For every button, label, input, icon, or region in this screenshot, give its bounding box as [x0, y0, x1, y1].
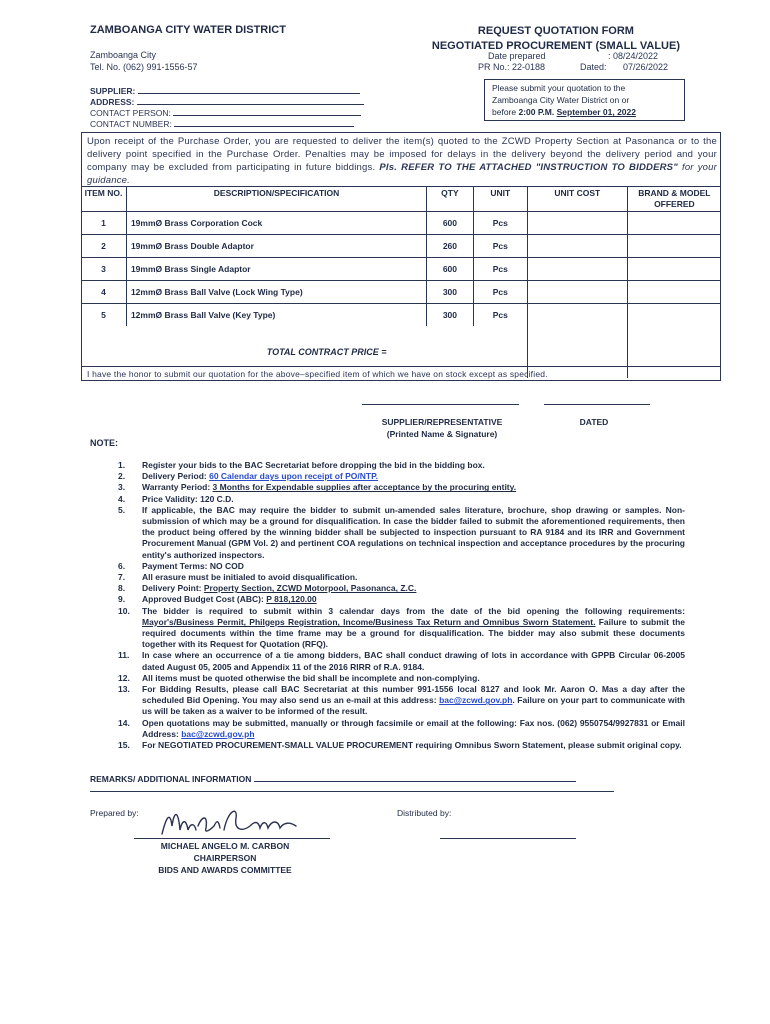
note-13-post: . Failure on your part to communicate with us will be taken as a waiver to be informed of the result.	[142, 695, 685, 717]
note-2-label: Delivery Period:	[142, 471, 210, 482]
contact-person-blank[interactable]	[173, 107, 361, 116]
row-unit-cost-cell[interactable]	[527, 304, 627, 327]
row-item-no: 5	[81, 304, 126, 327]
row-unit: Pcs	[473, 212, 527, 235]
header-unit-cost: UNIT COST	[527, 187, 627, 212]
row-description: 12mmØ Brass Ball Valve (Key Type)	[126, 304, 426, 327]
header-qty: QTY	[427, 187, 474, 212]
row-description: 12mmØ Brass Ball Valve (Lock Wing Type)	[126, 281, 426, 304]
header-brand-model: BRAND & MODEL OFFERED	[627, 187, 721, 212]
intro-tail: for your guidance.	[87, 162, 718, 186]
supplier-blank[interactable]	[138, 85, 360, 94]
dated-signature-line[interactable]	[544, 404, 650, 405]
list-item: 4. Price Validity: 120 C.D.	[118, 494, 685, 505]
remarks-field[interactable]	[90, 773, 576, 784]
row-description: 19mmØ Brass Double Adaptor	[126, 235, 426, 258]
items-table	[81, 186, 721, 378]
row-unit-cost-cell[interactable]	[527, 212, 627, 235]
list-item: 2. Delivery Period: 60 Calendar days upon receipt of PO/NTP.	[118, 471, 379, 482]
address-label: ADDRESS:	[90, 97, 135, 107]
row-item-no: 3	[81, 258, 126, 281]
row-item-no: 1	[81, 212, 126, 235]
row-unit: Pcs	[473, 258, 527, 281]
row-unit: Pcs	[473, 235, 527, 258]
contact-number-field[interactable]	[90, 118, 354, 129]
list-item: 7. All erasure must be initialed to avoid disqualification.	[118, 572, 685, 583]
table-row	[81, 235, 721, 258]
pr-number: PR No.: 22-0188	[478, 62, 546, 72]
total-brand-cell	[627, 326, 721, 378]
contact-person-field[interactable]	[90, 107, 361, 118]
header-item-no: ITEM NO.	[81, 187, 126, 212]
note-4: Price Validity: 120 C.D.	[142, 493, 234, 504]
intro-text: Upon receipt of the Purchase Order, you are requested to deliver the item(s) quoted to the ZCWD Property Section at Pasonanca or to the delivery point specified in the Purchase Order. Penalties may be imposed for delays in the delivery beyond the delivery period and your company may be excluded from participating in future biddings.	[87, 136, 717, 173]
note-6: Payment Terms: NO COD	[142, 560, 244, 571]
row-qty: 300	[427, 304, 474, 327]
signatory-committee: BIDS AND AWARDS COMMITTEE	[158, 865, 292, 875]
note-7: All erasure must be initialed to avoid disqualification.	[142, 572, 358, 583]
note-label: NOTE:	[90, 438, 118, 448]
list-item: 9. Approved Budget Cost (ABC): P 818,120.00	[118, 594, 317, 605]
header-unit: UNIT	[473, 187, 527, 212]
note-2-link[interactable]: 60 Calendar days upon receipt of PO/NTP.	[209, 471, 379, 482]
list-item: 10. The bidder is required to submit within 3 calendar days from the date of the bid opening the following requirements: Mayor's/Business Permit, Philgeps Registration, Income/Business Tax Return and Omnibus Sworn Statement. Failure to submit the required documents within the time frame may be a ground for disqualification. The bidder may also submit these documents together with its Request for Quotation (RFQ).	[118, 605, 686, 650]
table-row	[81, 281, 721, 304]
row-unit-cost-cell[interactable]	[527, 258, 627, 281]
form-title: REQUEST QUOTATION FORM	[477, 25, 634, 37]
contact-number-label: CONTACT NUMBER:	[90, 119, 172, 129]
header-description: DESCRIPTION/SPECIFICATION	[126, 187, 426, 212]
row-unit-cost-cell[interactable]	[527, 235, 627, 258]
form-subtitle: NEGOTIATED PROCUREMENT (SMALL VALUE)	[431, 40, 680, 52]
honor-statement: I have the honor to submit our quotation for the above–specified item of which we have on stock except as specified.	[87, 369, 548, 379]
list-item: 3. Warranty Period: 3 Months for Expendable supplies after acceptance by the procuring entity.	[118, 482, 517, 493]
row-unit-cost-cell[interactable]	[527, 281, 627, 304]
remarks-blank[interactable]	[254, 773, 576, 782]
list-item: 1. Register your bids to the BAC Secretariat before dropping the bid in the bidding box.	[118, 460, 685, 471]
signatory-block	[120, 840, 330, 876]
note-14-pre: Open quotations may be submitted, manually or through facsimile or email at the following: Fax nos. (062) 9550754/9927831 or Email Address:	[142, 717, 685, 739]
list-item: 6. Payment Terms: NO COD	[118, 561, 685, 572]
note-10-pre: The bidder is required to submit within 3 calendar days from the date of the bid opening the following requirements:	[142, 605, 685, 616]
contact-person-label: CONTACT PERSON:	[90, 108, 171, 118]
submission-notice	[484, 79, 685, 121]
note-8-label: Delivery Point:	[142, 583, 204, 594]
supplier-label: SUPPLIER:	[90, 86, 136, 96]
notice-line-1: Please submit your quotation to the	[492, 83, 626, 93]
date-prepared-label: Date prepared	[488, 51, 546, 61]
note-9-value: P 818,120.00	[266, 594, 317, 605]
row-brand-cell[interactable]	[627, 281, 721, 304]
list-item: 11. In case where an occurrence of a tie among bidders, BAC shall conduct drawing of lots in accordance with GPPB Circular 06-2005 dated August 05, 2005 and Appendix 11 of the 2016 RIRR of R.A. 9184.	[118, 650, 685, 672]
supplier-rep-label: SUPPLIER/REPRESENTATIVE	[381, 417, 503, 427]
row-qty: 600	[427, 258, 474, 281]
dated-label: Dated:	[580, 62, 607, 72]
signatory-name: MICHAEL ANGELO M. CARBON	[160, 841, 290, 851]
list-item: 5. If applicable, the BAC may require the bidder to submit un-amended sales literature, brochure, shop drawing or samples. Non-submission of which may be a ground for disqualification. In case the bidder failed to submit the aforementioned requirements, then the product being offered by the winning bidder shall be subjected to inspection pursuant to RA 9184 and its IRR and Government Procurement Manual (GPM Vol. 2) and pertinent COA regulations on technical inspection and acceptance procedures by the procuring entity's authorized inspectors.	[118, 504, 685, 560]
telephone: Tel. No. (062) 991-1556-57	[90, 62, 198, 72]
notice-date: September 01, 2022	[556, 107, 636, 117]
note-14-email-link[interactable]: bac@zcwd.gov.ph	[181, 728, 255, 739]
note-5: If applicable, the BAC may require the bidder to submit un-amended sales literature, brochure, shop drawing or samples. Non-submission of which may be a ground for disqualification. In case the bidder failed to submit the aforementioned requirements, then the product being offered by the winning bidder shall be subjected to inspection pursuant to RA 9184 and its IRR and Government Procurement Manual (GPM Vol. 2) and pertinent COA regulations on technical inspection and acceptance procedures by the procuring entity's authorized inspectors.	[142, 504, 685, 560]
list-item: 15. For NEGOTIATED PROCUREMENT-SMALL VALUE PROCUREMENT requiring Omnibus Sworn Statement, please submit original copy.	[118, 740, 685, 751]
note-10-post: Failure to submit the required documents within the time frame may be a ground for disqualification. The bidder may also submit these documents together with its Request for Quotation (RFQ).	[142, 616, 686, 650]
row-description: 19mmØ Brass Corporation Cock	[126, 212, 426, 235]
address-field[interactable]	[90, 96, 364, 107]
row-unit: Pcs	[473, 304, 527, 327]
address-blank[interactable]	[137, 96, 364, 105]
note-11: In case where an occurrence of a tie among bidders, BAC shall conduct drawing of lots in accordance with GPPB Circular 06-2005 dated August 05, 2005 and Appendix 11 of the 2016 RIRR of R.A. 9184.	[142, 650, 685, 672]
notice-line-2: Zamboanga City Water District on or	[492, 95, 630, 105]
org-name: ZAMBOANGA CITY WATER DISTRICT	[90, 24, 286, 36]
note-10-requirements: Mayor's/Business Permit, Philgeps Registration, Income/Business Tax Return and Omnibus Sworn Statement.	[142, 616, 596, 627]
row-qty: 600	[427, 212, 474, 235]
intro-paragraph	[87, 135, 717, 187]
note-8-value: Property Section, ZCWD Motorpool, Pasonanca, Z.C.	[203, 583, 417, 594]
note-13-pre: For Bidding Results, please call BAC Secretariat at this number 991-1556 local 8127 and look Mr. Aaron O. Mas a day after the scheduled Bid Opening. You may also send us an e-mail at this address:	[142, 684, 685, 706]
table-row	[81, 212, 721, 235]
remarks-label: REMARKS/ ADDITIONAL INFORMATION	[90, 774, 252, 784]
supplier-rep-block	[362, 416, 522, 440]
note-9-label: Approved Budget Cost (ABC):	[142, 594, 267, 605]
table-header-row	[81, 187, 721, 212]
prepared-by-label: Prepared by:	[90, 808, 139, 818]
signatory-title: CHAIRPERSON	[193, 853, 257, 863]
distributed-by-signature-line[interactable]	[440, 838, 576, 839]
note-12: All items must be quoted otherwise the bid shall be incomplete and non-complying.	[142, 672, 480, 683]
form-title-block	[432, 24, 680, 54]
notes-list	[118, 460, 685, 751]
printed-name-label: (Printed Name & Signature)	[386, 429, 498, 439]
list-item: 13. For Bidding Results, please call BAC Secretariat at this number 991-1556 local 8127 and look Mr. Aaron O. Mas a day after the scheduled Bid Opening. You may also send us an e-mail at this address: bac@zcwd.gov.ph. Failure on your part to communicate with us will be taken as a waiver to be informed of the result.	[118, 684, 685, 717]
row-unit: Pcs	[473, 281, 527, 304]
note-13-email-link[interactable]: bac@zcwd.gov.ph	[439, 695, 513, 706]
row-description: 19mmØ Brass Single Adaptor	[126, 258, 426, 281]
distributed-by-label: Distributed by:	[397, 808, 452, 818]
date-prepared-value: : 08/24/2022	[608, 51, 659, 61]
note-3-value: 3 Months for Expendable supplies after acceptance by the procuring entity.	[212, 482, 517, 493]
dated-label-sign: DATED	[579, 417, 609, 427]
notice-time: 2:00 P.M.	[518, 107, 555, 117]
row-qty: 260	[427, 235, 474, 258]
row-brand-cell[interactable]	[627, 235, 721, 258]
intro-bold: Pls. REFER TO THE ATTACHED "INSTRUCTION TO BIDDERS"	[375, 162, 678, 173]
note-1: Register your bids to the BAC Secretariat before dropping the bid in the bidding box.	[142, 460, 485, 470]
notice-line-3	[492, 106, 677, 118]
contact-number-blank[interactable]	[174, 118, 354, 127]
dated-value: 07/26/2022	[623, 62, 669, 72]
list-item: 14. Open quotations may be submitted, manually or through facsimile or email at the following: Fax nos. (062) 9550754/9927831 or Email Address: bac@zcwd.gov.ph	[118, 717, 685, 739]
list-item: 8. Delivery Point: Property Section, ZCWD Motorpool, Pasonanca, Z.C.	[118, 583, 417, 594]
row-brand-cell[interactable]	[627, 304, 721, 327]
note-3-label: Warranty Period:	[142, 482, 213, 493]
prepared-by-signature-line[interactable]	[134, 838, 330, 839]
note-15: For NEGOTIATED PROCUREMENT-SMALL VALUE PROCUREMENT requiring Omnibus Sworn Statement, please submit original copy.	[142, 740, 682, 751]
table-row	[81, 304, 721, 327]
list-item: 12. All items must be quoted otherwise the bid shall be incomplete and non-complying.	[118, 673, 685, 684]
notice-before: before	[492, 107, 519, 117]
table-row	[81, 258, 721, 281]
supplier-signature-line[interactable]	[362, 404, 519, 405]
handwritten-signature	[158, 804, 303, 842]
row-item-no: 2	[81, 235, 126, 258]
supplier-field[interactable]	[90, 85, 360, 96]
city: Zamboanga City	[90, 50, 157, 60]
remarks-line-2[interactable]	[90, 791, 614, 792]
total-contract-price-label: TOTAL CONTRACT PRICE =	[266, 347, 387, 357]
row-brand-cell[interactable]	[627, 258, 721, 281]
row-qty: 300	[427, 281, 474, 304]
honor-divider	[81, 366, 721, 367]
row-item-no: 4	[81, 281, 126, 304]
row-brand-cell[interactable]	[627, 212, 721, 235]
